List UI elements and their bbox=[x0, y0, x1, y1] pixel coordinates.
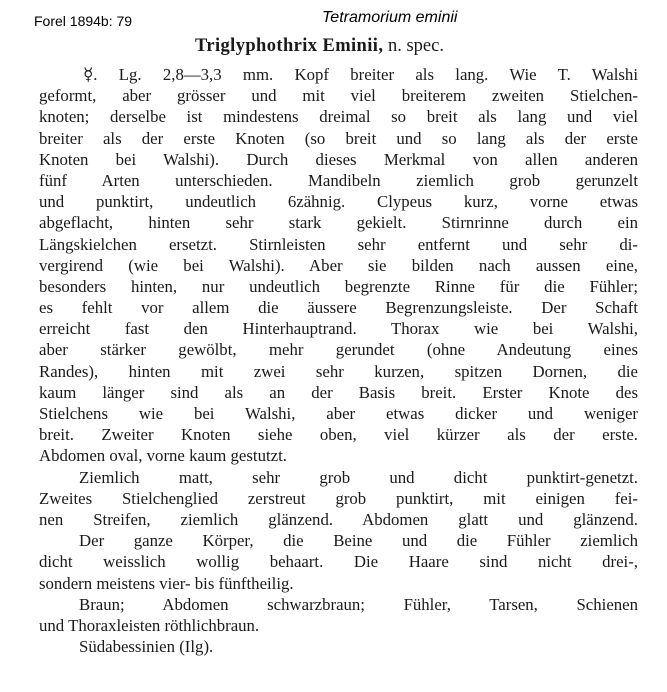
text-line: Ziemlich matt, sehr grob und dicht punktirt-genetzt. bbox=[79, 467, 638, 487]
text-line: knoten; derselbe ist mindestens dreimal so breit als lang und viel bbox=[39, 107, 638, 127]
text-line: es fehlt vor allem die äussere Begrenzungsleiste. Der Schaft bbox=[39, 298, 638, 318]
text-line: Abdomen oval, vorne kaum gestutzt. bbox=[39, 446, 287, 466]
text-line: aber stärker gewölbt, mehr gerundet (ohne Andeutung eines bbox=[39, 340, 638, 360]
text-line: und punktirt, undeutlich 6zähnig. Clypeus kurz, vorne etwas bbox=[39, 192, 638, 212]
species-heading-name: Triglyphothrix Eminii, bbox=[195, 36, 384, 56]
text-line: ☿. Lg. 2,8—3,3 mm. Kopf breiter als lang. Wie T. Walshi bbox=[83, 65, 638, 84]
text-line: abgeflacht, hinten sehr stark gekielt. Stirnrinne durch ein bbox=[39, 213, 638, 233]
description-body bbox=[39, 64, 638, 657]
text-line: fünf Arten unterschieden. Mandibeln ziemlich grob gerunzelt bbox=[39, 170, 638, 190]
text-line: Knoten bei Walshi). Durch dieses Merkmal von allen anderen bbox=[39, 149, 638, 169]
text-line: Randes), hinten mit zwei sehr kurzen, spitzen Dornen, die bbox=[39, 361, 638, 381]
text-line: breit. Zweiter Knoten siehe oben, viel kürzer als der erste. bbox=[39, 425, 638, 445]
text-line: und Thoraxleisten röthlichbraun. bbox=[39, 615, 260, 635]
citation-label: Forel 1894b: 79 bbox=[34, 13, 133, 29]
text-line: Der ganze Körper, die Beine und die Fühler ziemlich bbox=[79, 531, 638, 551]
text-line: Stielchens wie bei Walshi, aber etwas dicker und weniger bbox=[39, 404, 638, 423]
text-line: erreicht fast den Hinterhauptrand. Thorax wie bei Walshi, bbox=[39, 319, 638, 339]
text-line: geformt, aber grösser und mit viel breiterem zweiten Stielchen- bbox=[39, 86, 638, 106]
species-heading bbox=[195, 36, 444, 57]
species-heading-suffix: n. spec. bbox=[383, 36, 444, 56]
text-line: Längskielchen ersetzt. Stirnleisten sehr entfernt und sehr di- bbox=[39, 234, 638, 254]
text-line: besonders hinten, nur undeutlich begrenzte Rinne für die Fühler; bbox=[39, 276, 638, 296]
text-line: breiter als der erste Knoten (so breit und so lang als der erste bbox=[39, 128, 638, 148]
text-line: kaum länger sind als an der Basis breit. Erster Knote des bbox=[39, 382, 638, 402]
text-line: vergirend (wie bei Walshi). Aber sie bilden nach aussen eine, bbox=[39, 255, 638, 275]
text-line: Zweites Stielchenglied zerstreut grob punktirt, mit einigen fei- bbox=[39, 488, 638, 508]
text-line: Südabessinien (Ilg). bbox=[79, 637, 214, 657]
text-line: dicht weisslich wollig behaart. Die Haare sind nicht drei-, bbox=[39, 552, 638, 572]
species-label: Tetramorium eminii bbox=[322, 9, 458, 26]
text-line: nen Streifen, ziemlich glänzend. Abdomen glatt und glänzend. bbox=[39, 509, 638, 529]
text-line: Braun; Abdomen schwarzbraun; Fühler, Tarsen, Schienen bbox=[79, 594, 638, 614]
text-line: sondern meistens vier- bis fünftheilig. bbox=[39, 573, 294, 593]
